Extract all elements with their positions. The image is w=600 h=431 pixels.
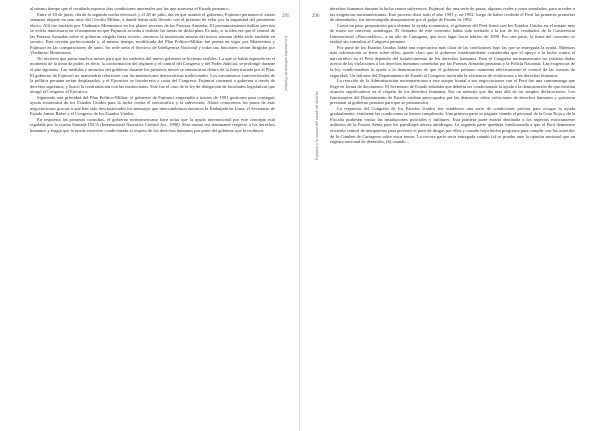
text-column [30, 6, 275, 134]
paragraph: Por parte de los Estados Unidos había una expectativa más clara de las condiciones bajo las que se entregaría la ayuda. Mientras más información se tiene sobre ellos, queda claro que el gobierno estadounidense consideraba que el apoyo a la lucha contra el narcotráfico en el Perú dependía del fortalecimiento de los derechos humanos. Para el Congreso norteamericano no existían dudas acerca de las violaciones a los derechos humanos cometidas por las Fuerzas Armadas peruanas y la Policía Nacional. Las exigencias de la ley condicionaban la ayuda a la demostración de que el gobierno peruano mantenía efectivamente el control de las fuerzas de seguridad. Un informe del Departamento de Estado al Congreso mostraba la existencia de violaciones a los derechos humanos. [330, 44, 575, 78]
page-number: 296 [312, 14, 320, 19]
paragraph: No tuvieron que pasar muchos meses para que los métodos del nuevo gobierno se hicieran visibles. Lo que se había esperado en el momento de la toma de poder, es decir, la conformación del régimen y el control del Congreso y del Poder Judicial, se prolongó durante el año siguiente. Las medidas y anuncios del gobierno durante los primeros meses se enmarcaron dentro de la línea trazada por el Plan. El gobierno de Fujimori no mantendría relaciones con las instituciones democráticas tradicionales. Los mecanismos convencionales de la política peruana serían desplazados, y el Ejecutivo se fortalecería a costa del Congreso. Fujimori comenzó a gobernar a través de decretos supremos, y buscó la confrontación con las instituciones. Este fue el caso de la ley de delegación de facultades legislativas que otorgó el Congreso al Ejecutivo. [30, 55, 275, 95]
paragraph: derechos humanos durante la lucha contra subversiva. Fujimori dio una serie de pasos, algunos reales y otros simulados, para acceder a las exigencias norteamericanas. Este proceso duró todo el año 1991 y, en 1992, luego de haber recibido el Perú las primeras promesas de desembolso, fue interrumpido abruptamente por el golpe de Estado de 1992. [330, 6, 575, 23]
page-number: 295 [282, 14, 290, 19]
paragraph: La reacción de la Administración norteamericana a este ataque frontal a sus negociaciones con el Perú fue una contramanga que llegó en forma de documento. El Secretario de Estado señalaba que debería ser condicionada la ayuda a la demostración de que existían avances significativos en el respeto de los derechos humanos. Era un mensaje que iba más allá de las simples declaraciones. Los funcionarios del Departamento de Estado estaban preocupados por las denuncias sobre violaciones de derechos humanos y quisieron presionar al gobierno peruano para que se pronunciara. [330, 78, 575, 106]
paragraph: Entre el 10 de junio, día de la segunda vuelta electoral, y el 28 de julio, día en que asumió el gobierno, Fujimori permaneció varias semanas alojado en una suite del Círculo Militar, a donde había sido llevado con el pretexto de velar por la seguridad del presidente electo. Allí fue iniciado por Vladimiro Montesinos en los planes secretos de las Fuerzas Armadas. El pronunciamiento militar previsto se volvía innecesario en el momento en que Fujimori accedía a realizar las metas de dicho plan. Es más, si la idea era que el control de las Fuerzas Armadas sobre el gobierno elegido fuera secreto, entonces la instalación misma del nuevo sistema debía serlo también en secreto. Esta versión perfeccionada y, al mismo tiempo, modificada del Plan Político-Militar fue puesta en vigor por Montesinos y Fujimori en las conspiraciones de junio. Su sede sería el Servicio de Inteligencia Nacional y todas sus funciones serían dirigidas por Vladimiro Montesinos. [30, 11, 275, 56]
running-head: Los vínculos militares de Fujimori [284, 36, 289, 92]
paragraph: al mismo tiempo que el resultado expresa «las condiciones anormales por las que atraviesa el Estado peruano». [30, 6, 231, 11]
paragraph: Como un paso preparatorio para obtener la ayuda económica, el gobierno del Perú firmó con los Estados Unidos en el mismo mes de mayo un convenio antidrogas. El firmador de este convenio había sido invitado a la luz de los resultados de la Conferencia Internacional «Narcotráfico», a un año de Cartagena, que tuvo lugar hacia febrero de 1990. Por otra parte, la firma del convenio se realizó sin consultar al Congreso peruano. [330, 22, 575, 45]
paragraph: La respuesta del Congreso de los Estados Unidos fue establecer una serie de condiciones previas para otorgar la ayuda gradualmente, conforme las condiciones se fuesen cumpliendo. Una primera parte se pagaría cuando el personal de la Cruz Roja y de la Fiscalía pudiesen visitar las instalaciones policiales y militares. Esta primera parte estaría destinada a los aspectos estrictamente militares de la Fuerza Aérea para los patrullajes aéreos antidrogas. La segunda parte quedaría condicionada a que el Perú demuestre eficiente control de aeropuertos para prevenir el paso de drogas por ellos y cuando haya hecho progresos para cumplir con los acuerdos de la Cumbre de Cartagena sobre estos temas. La tercera parte sería entregada cuando (a) se pruebe ante la opinión nacional que un registro nacional de detenidos, (b) cuando... [330, 105, 575, 145]
paragraph: En respuesta las primeras consultas, el gobierno norteamericano hace notar que la ayuda internacional por este concepto está regulada por la norma llamada INCA (International Narcotics Control Act, 1990). Esta norma era terminante respecto a los derechos humanos y exigía que la ayuda estuviese condicionada al respeto de los derechos humanos por parte del gobierno que la recibiera. [30, 116, 275, 134]
paragraph: Siguiendo una prioridad del Plan Político-Militar, el gobierno de Fujimori emprendió a inicios de 1991 gestiones para conseguir ayuda económica de los Estados Unidos para la lucha contra el narcotráfico y la subversión. Ahora conocemos los pasos de esas negociaciones gracias a que han sido desclasificados los mensajes que intercambiaron entonces la Embajada en Lima, el Secretario de Estado James Baker y el Congreso de los Estados Unidos. [30, 94, 275, 117]
right-page [300, 0, 600, 431]
text-column [330, 6, 575, 145]
running-head: Fujimori y la muerte del estado de derecho [314, 90, 319, 160]
